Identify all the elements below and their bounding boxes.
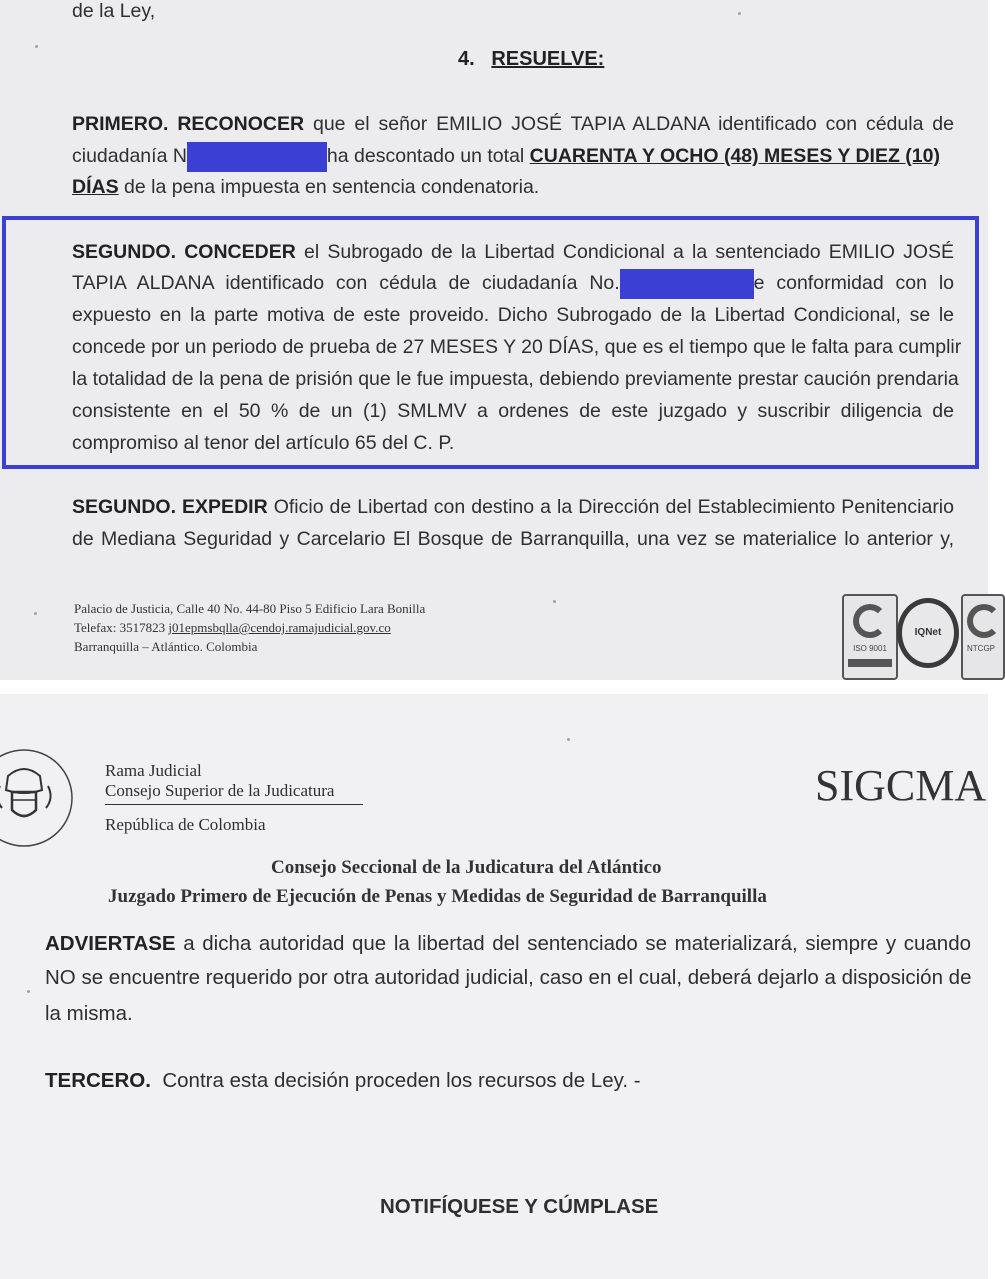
- primero-total-time: CUARENTA Y OCHO (48) MESES Y DIEZ (10): [529, 145, 940, 167]
- adviertase-label: ADVIERTASE: [45, 932, 176, 955]
- conceder-line1-text: el Subrogado de la Libertad Condicional a la sentenciado EMILIO JOSÉ: [304, 241, 954, 263]
- scan-speck: [34, 612, 37, 615]
- conceder-verb: CONCEDER: [184, 241, 296, 263]
- primero-line-3: [72, 172, 539, 203]
- sigcma-brand: SIGCMA: [815, 761, 987, 810]
- resuelve-title: RESUELVE:: [491, 48, 605, 70]
- conceder-line2-b: e conformidad con lo: [753, 272, 954, 294]
- expedir-line1-text: Oficio de Libertad con destino a la Dirección del Establecimiento Penitenciario: [273, 496, 954, 518]
- primero-line1-text: que el señor EMILIO JOSÉ TAPIA ALDANA identificado con cédula de: [312, 113, 954, 135]
- header-republica: República de Colombia: [105, 815, 266, 834]
- expedir-line-1: [72, 492, 954, 523]
- primero-verb: RECONOCER: [177, 113, 305, 135]
- scan-speck: [27, 990, 30, 993]
- conceder-line-2: [72, 268, 954, 299]
- tercero-label: TERCERO.: [45, 1069, 151, 1092]
- tercero-text: Contra esta decisión proceden los recursos de Ley. -: [162, 1069, 641, 1092]
- court-line-1: Consejo Seccional de la Judicatura del Atlántico: [271, 857, 662, 878]
- scan-speck: [738, 12, 741, 15]
- intro-tail: de la Ley,: [72, 0, 156, 22]
- footer-city: Barranquilla – Atlántico. Colombia: [74, 639, 258, 654]
- conceder-line-3: expuesto en la parte motiva de este proveido. Dicho Subrogado de la Libertad Condicional, se le: [72, 304, 954, 326]
- ntcgp-seal-icon: [961, 594, 1005, 680]
- closing-notifiquese: NOTIFÍQUESE Y CÚMPLASE: [380, 1195, 659, 1218]
- iqnet-seal-icon: [897, 598, 959, 668]
- conceder-line-4: concede por un periodo de prueba de 27 MESES Y 20 DÍAS, que es el tiempo que le falta para cumplir: [72, 336, 962, 358]
- iqnet-seal-label: IQNet: [914, 627, 942, 638]
- primero-line2-b: ha descontado un total: [326, 145, 525, 167]
- adviertase-line-1: [45, 927, 971, 961]
- court-line-2: Juzgado Primero de Ejecución de Penas y Medidas de Seguridad de Barranquilla: [108, 886, 767, 907]
- adviertase-line-2: NO se encuentre requerido por otra autoridad judicial, caso en el cual, deberá dejarlo a disposición de: [45, 966, 972, 989]
- document-page-bottom: [0, 694, 988, 1279]
- primero-label: PRIMERO.: [72, 113, 169, 135]
- redacted-id-2: [620, 269, 754, 299]
- redacted-id-1: [187, 142, 327, 172]
- primero-line-1: [72, 109, 954, 140]
- primero-line3-text: de la pena impuesta en sentencia condenatoria.: [124, 176, 540, 198]
- header-rama: Rama Judicial: [105, 761, 202, 780]
- conceder-line-6: consistente en el 50 % de un (1) SMLMV a ordenes de este juzgado y suscribir diligencia de: [72, 400, 954, 422]
- adviertase-line-3: la misma.: [45, 1002, 133, 1025]
- expedir-label: SEGUNDO. EXPEDIR: [72, 496, 268, 518]
- conceder-line-5: la totalidad de la pena de prisión que le fue impuesta, debiendo previamente prestar caución prendaria: [72, 368, 959, 390]
- conceder-line-7: compromiso al tenor del artículo 65 del C. P.: [72, 432, 455, 454]
- scan-speck: [553, 600, 556, 603]
- ntcgp-seal-label: NTCGP: [967, 644, 995, 653]
- primero-line2-a: ciudadanía N: [72, 145, 187, 167]
- footer-contact: [74, 619, 391, 636]
- expedir-line-2: de Mediana Seguridad y Carcelario El Bosque de Barranquilla, una vez se materialice lo anterior y,: [72, 528, 954, 550]
- iso-seal-icon: [842, 594, 898, 680]
- page-separator: [0, 680, 988, 694]
- tercero-line: [45, 1064, 641, 1098]
- resuelve-number: 4.: [458, 48, 475, 70]
- footer-email[interactable]: j01epmsbqlla@cendoj.ramajudicial.gov.co: [168, 620, 391, 635]
- resuelve-heading: [458, 44, 604, 75]
- conceder-label: SEGUNDO.: [72, 241, 177, 263]
- footer-address: Palacio de Justicia, Calle 40 No. 44-80 Piso 5 Edificio Lara Bonilla: [74, 601, 426, 616]
- header-consejo: Consejo Superior de la Judicatura: [105, 781, 335, 800]
- conceder-line-1: [72, 237, 954, 268]
- scan-speck: [567, 738, 570, 741]
- scan-speck: [35, 45, 38, 48]
- primero-line-2: [72, 141, 940, 172]
- conceder-line2-a: TAPIA ALDANA identificado con cédula de ciudadanía No.: [72, 272, 620, 294]
- coat-of-arms-icon: [0, 746, 76, 850]
- iso-seal-label: ISO 9001: [853, 644, 887, 653]
- adviertase-line1-text: a dicha autoridad que la libertad del sentenciado se materializará, siempre y cuando: [183, 932, 971, 955]
- primero-days: DÍAS: [72, 176, 119, 198]
- footer-telefax: Telefax: 3517823: [74, 620, 166, 635]
- header-rule: [105, 804, 363, 805]
